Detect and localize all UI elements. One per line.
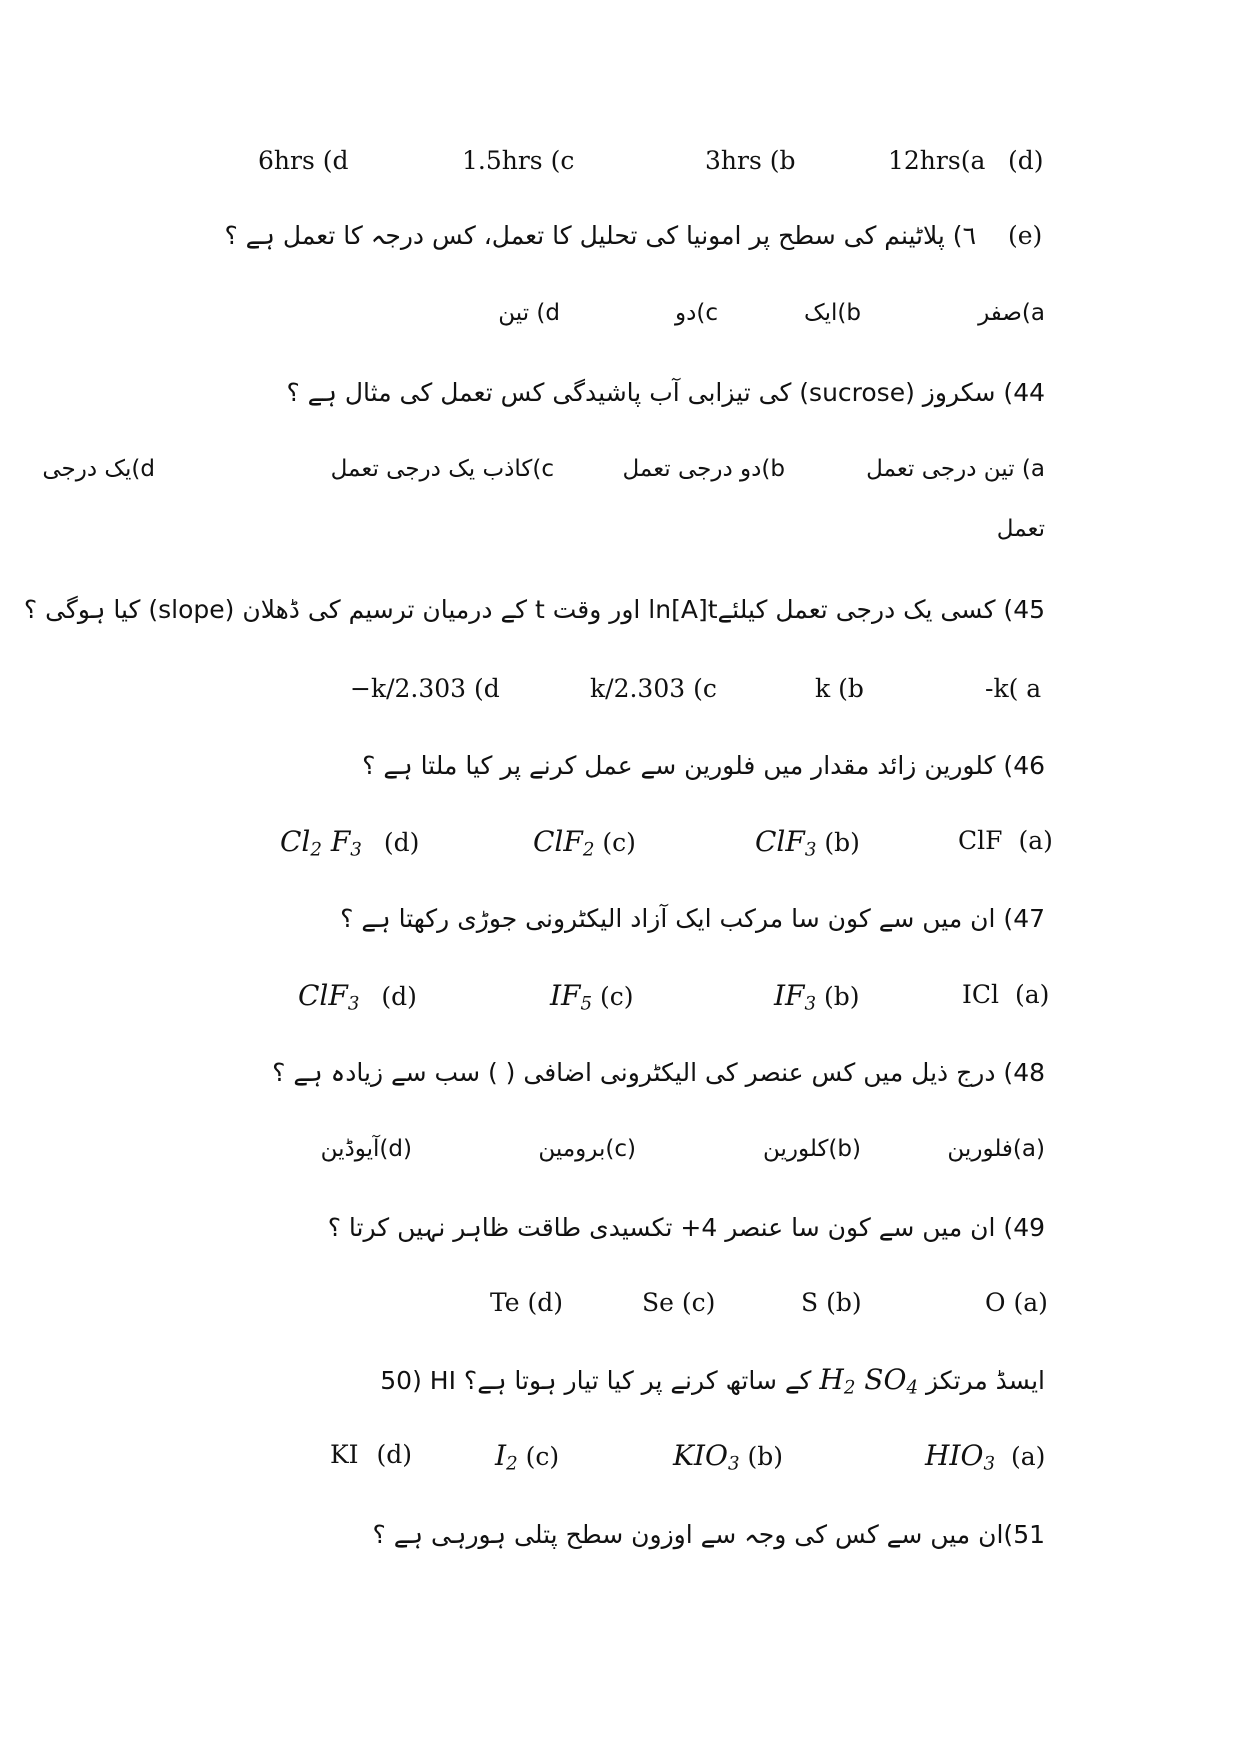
- option-d: 6hrs (d: [258, 146, 349, 175]
- option-b: S (b): [801, 1288, 862, 1317]
- option-label: (c): [602, 828, 636, 857]
- question-text: 51)ان میں سے کس کی وجہ سے اوزون سطح پتلی ہورہی ہے ؟: [372, 1520, 1045, 1549]
- formula: ClF$_3$: [298, 979, 360, 1015]
- option-b: [774, 979, 860, 1015]
- question-label: (d): [1008, 146, 1044, 175]
- question-text: 48) درج ذیل میں کس عنصر کی الیکٹرونی اضافی ( ) سب سے زیادہ ہے ؟: [272, 1058, 1045, 1087]
- option-a: [962, 982, 1049, 1007]
- formula: ClF: [958, 826, 1003, 855]
- option-b: [673, 1439, 783, 1475]
- question-48-options: [0, 1138, 1241, 1174]
- option-a: [958, 828, 1053, 853]
- formula: $Cl_2$ $F_3$: [280, 825, 362, 861]
- option-d: d)یک درجی: [42, 456, 155, 482]
- option-a: a)صفر: [978, 300, 1045, 326]
- formula: ICl: [962, 980, 999, 1009]
- option-c: Se (c): [642, 1288, 716, 1317]
- prev-options-row: [0, 148, 1241, 180]
- option-label: (d): [383, 828, 420, 857]
- option-b: [755, 825, 860, 861]
- option-b: 3hrs (b: [705, 146, 796, 175]
- question-44-option-a-wrap: [0, 518, 1241, 554]
- question-49-options: [0, 1290, 1241, 1326]
- formula: $I_2$: [495, 1439, 518, 1475]
- question-47: [0, 906, 1241, 942]
- question-50: [0, 1363, 1241, 1406]
- question-48: [0, 1060, 1241, 1096]
- formula: $HIO_3$: [925, 1439, 996, 1475]
- option-b: b)ایک: [804, 300, 861, 326]
- question-45: [0, 597, 1241, 633]
- option-label: (b): [824, 982, 860, 1011]
- option-c: [533, 825, 636, 861]
- option-label: (d): [376, 1440, 413, 1469]
- question-text: 50) HI ایسڈ مرتکز $H_2$ $SO_4$ کے ساتھ کرنے پر کیا تیار ہوتا ہے؟: [380, 1363, 1045, 1399]
- option-d: Te (d): [490, 1288, 563, 1317]
- question-text: 44) سکروز (sucrose) کی تیزابی آب پاشیدگی کس تعمل کی مثال ہے ؟: [286, 378, 1045, 407]
- option-d: [330, 1442, 412, 1467]
- question-44-options: [0, 458, 1241, 494]
- option-d: [298, 979, 417, 1015]
- formula: $IF_3$: [774, 979, 817, 1015]
- question-49: [0, 1215, 1241, 1251]
- question-e: [0, 223, 1241, 259]
- option-label: (d): [381, 982, 417, 1011]
- option-label: (a): [1014, 980, 1050, 1009]
- option-d: d) تین: [498, 300, 560, 326]
- option-d: −k/2.303 (d: [350, 674, 500, 703]
- option-c: k/2.303 (c: [590, 674, 717, 703]
- question-text: 49) ان میں سے کون سا عنصر 4+ تکسیدی طاقت ظاہر نہیں کرتا ؟: [327, 1213, 1045, 1242]
- option-a: [925, 1439, 1046, 1475]
- option-label: (b): [747, 1442, 783, 1471]
- option-label: (c): [600, 982, 634, 1011]
- formula: $IF_5$: [550, 979, 593, 1015]
- option-c: [495, 1439, 560, 1475]
- option-b: (b)کلورین: [762, 1136, 861, 1162]
- option-a: 12hrs(a: [888, 146, 986, 175]
- option-label: (a): [1010, 1442, 1046, 1471]
- formula: $H_2$ $SO_4$: [819, 1363, 919, 1399]
- question-46-options: [0, 825, 1241, 870]
- question-51: [0, 1522, 1241, 1558]
- option-c: (c)برومین: [538, 1136, 636, 1162]
- option-a: a) تین درجی تعمل: [866, 456, 1045, 482]
- option-d: (d)آیوڈین: [320, 1136, 412, 1162]
- question-45-options: [0, 676, 1241, 712]
- option-b: k (b: [815, 674, 864, 703]
- formula: KI: [330, 1440, 359, 1469]
- question-text: 47) ان میں سے کون سا مرکب ایک آزاد الیکٹرونی جوڑی رکھتا ہے ؟: [340, 904, 1045, 933]
- option-label: (a): [1018, 826, 1053, 855]
- question-46: [0, 753, 1241, 789]
- question-44: [0, 380, 1241, 416]
- question-text: ٦) پلاٹینم کی سطح پر امونیا کی تحلیل کا تعمل، کس درجہ کا تعمل ہے ؟: [224, 221, 976, 250]
- formula: ClF$_3$: [755, 825, 817, 861]
- option-a-continued: تعمل: [996, 516, 1045, 542]
- question-47-options: [0, 979, 1241, 1024]
- option-d: [280, 825, 420, 861]
- option-a: -k( a: [985, 674, 1042, 703]
- option-c: [550, 979, 634, 1015]
- question-text: 45) کسی یک درجی تعمل کیلئےln[A]t اور وقت t کے درمیان ترسیم کی ڈھلان (slope) کیا ہوگی ؟: [23, 595, 1045, 624]
- option-c: c)کاذب یک درجی تعمل: [330, 456, 554, 482]
- option-label: (c): [525, 1442, 560, 1471]
- question-label: (e): [1008, 221, 1043, 250]
- option-c: 1.5hrs (c: [462, 146, 575, 175]
- formula: $KIO_3$: [673, 1439, 740, 1475]
- question-50-options: [0, 1439, 1241, 1484]
- option-label: (b): [824, 828, 860, 857]
- option-a: O (a): [985, 1288, 1048, 1317]
- formula: ClF$_2$: [533, 825, 595, 861]
- option-c: c)دو: [675, 300, 718, 326]
- question-e-options: [0, 302, 1241, 338]
- question-text: 46) کلورین زائد مقدار میں فلورین سے عمل کرنے پر کیا ملتا ہے ؟: [362, 751, 1045, 780]
- option-a: (a)فلورین: [947, 1136, 1045, 1162]
- option-b: b)دو درجی تعمل: [622, 456, 785, 482]
